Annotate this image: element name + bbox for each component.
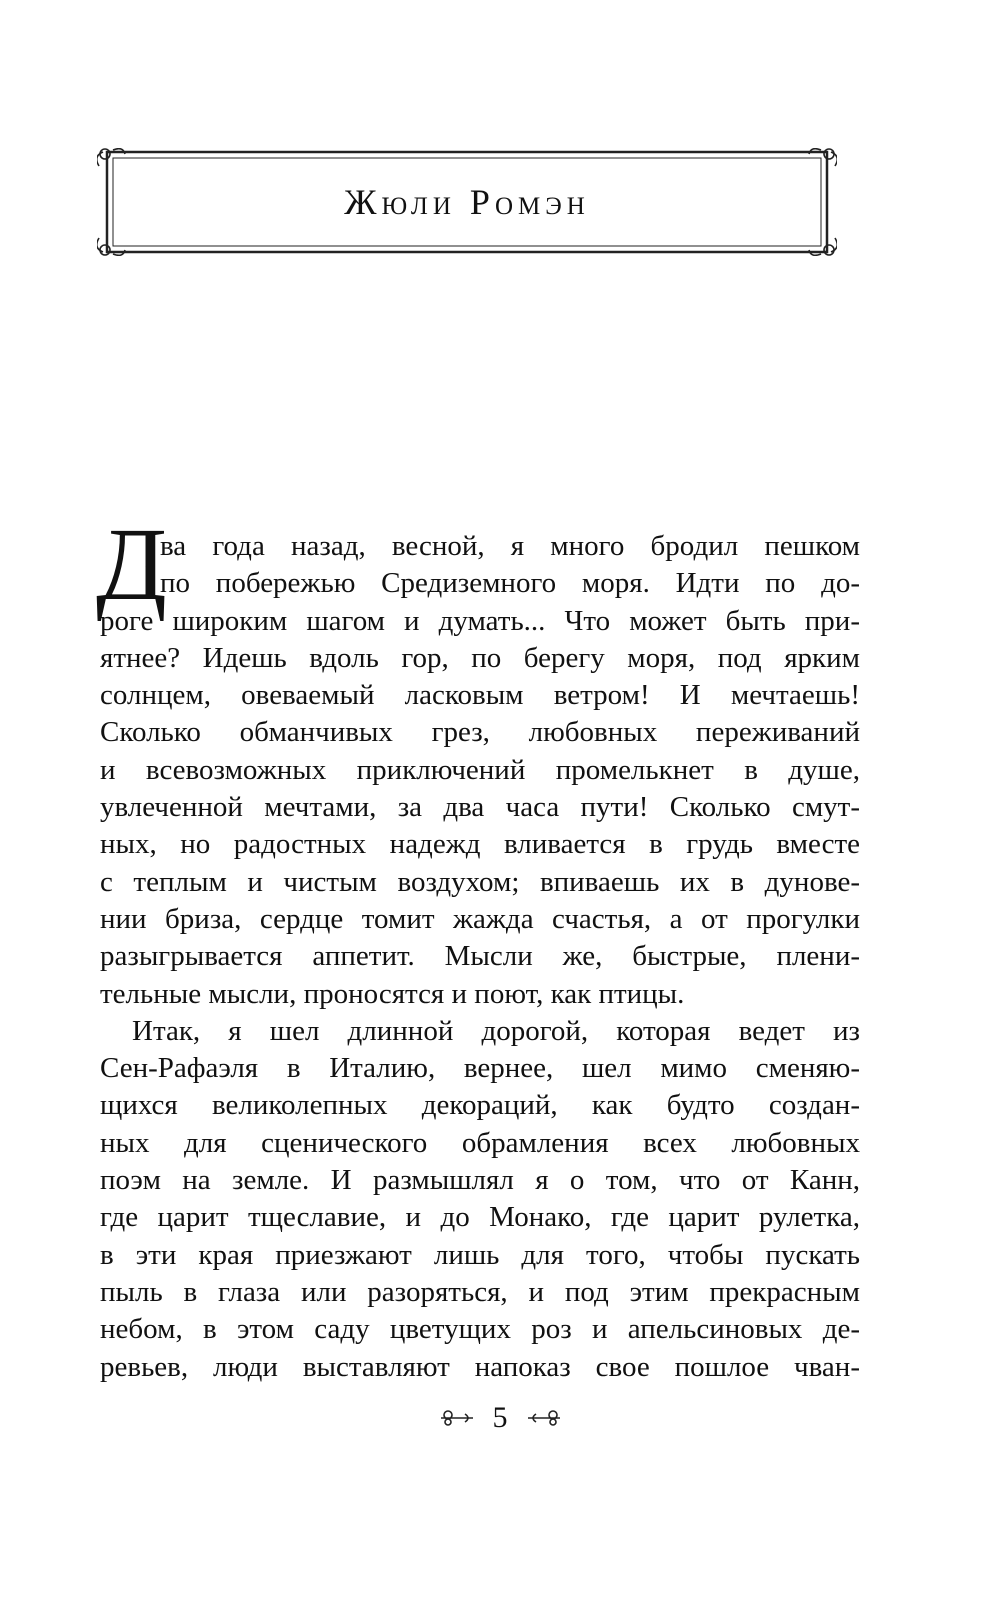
text-line: по побережью Средиземного моря. Идти по до-: [160, 567, 860, 600]
text-line: и всевозможных приключений промелькнет в душе,: [100, 753, 860, 786]
body-text: [100, 528, 860, 1386]
text-line: Сколько обманчивых грез, любовных переживаний: [100, 716, 860, 749]
page-title: Жюли Ромэн: [344, 182, 590, 222]
text-line: нии бриза, сердце томит жажда счастья, а от прогулки: [100, 902, 860, 935]
text-line: разыгрывается аппетит. Мысли же, быстрые, плени-: [100, 940, 860, 973]
text-line: роге широким шагом и думать... Что может быть при-: [100, 604, 860, 637]
left-ornament-icon: [439, 1408, 475, 1428]
text-line: с теплым и чистым воздухом; впиваешь их в дунове-: [100, 865, 860, 898]
text-line: Итак, я шел длинной дорогой, которая ведет из: [132, 1014, 860, 1047]
page-footer: [0, 1398, 1000, 1438]
text-line: щихся великолепных декораций, как будто создан-: [100, 1089, 860, 1122]
text-line: небом, в этом саду цветущих роз и апельсиновых де-: [100, 1313, 860, 1346]
text-line: пыль в глаза или разоряться, и под этим прекрасным: [100, 1275, 860, 1308]
text-line: ревьев, люди выставляют напоказ свое пошлое чван-: [100, 1350, 860, 1383]
drop-cap: Д: [96, 507, 167, 622]
title-frame: [97, 148, 837, 256]
text-line: поэм на земле. И размышлял я о том, что от Канн,: [100, 1164, 860, 1197]
text-line: Сен-Рафаэля в Италию, вернее, шел мимо сменяю-: [100, 1052, 860, 1085]
text-line: ных, но радостных надежд вливается в грудь вместе: [100, 828, 860, 861]
text-line: где царит тщеславие, и до Монако, где царит рулетка,: [100, 1201, 860, 1234]
text-line: тельные мысли, проносятся и поют, как птицы.: [100, 977, 685, 1010]
text-line: увлеченной мечтами, за два часа пути! Сколько смут-: [100, 791, 860, 824]
text-line: ятнее? Идешь вдоль гор, по берегу моря, под ярким: [100, 641, 860, 674]
text-line: в эти края приезжают лишь для того, чтобы пускать: [100, 1238, 860, 1271]
text-line: солнцем, овеваемый ласковым ветром! И мечтаешь!: [100, 679, 860, 712]
text-line: ных для сценического обрамления всех любовных: [100, 1126, 860, 1159]
right-ornament-icon: [526, 1408, 562, 1428]
text-line: ва года назад, весной, я много бродил пешком: [160, 530, 860, 562]
page-number: 5: [492, 1401, 508, 1434]
